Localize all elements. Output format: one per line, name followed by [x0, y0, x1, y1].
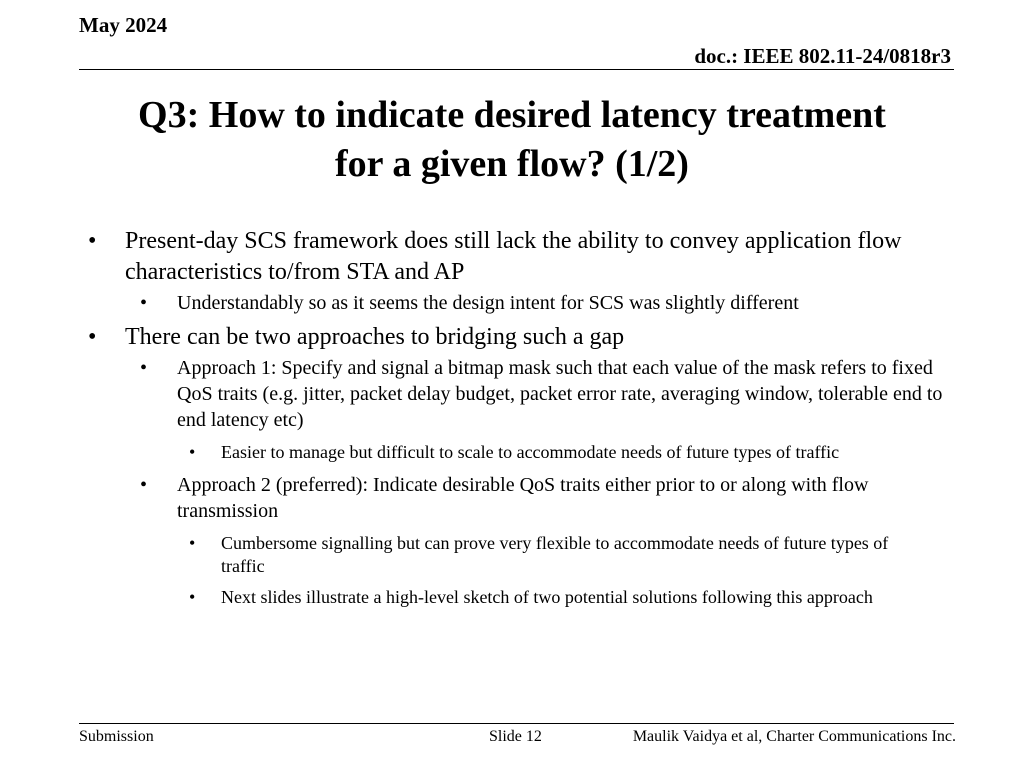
bullet-icon: • — [140, 292, 148, 314]
bullet-2-1-text: Approach 1: Specify and signal a bitmap mask such that each value of the mask refers to fixed QoS traits (e.g. jitter, packet delay budget, packet error rate, averaging window, tolerable end to end latency etc) — [177, 357, 943, 431]
bullet-2-1-1-text: Easier to manage but difficult to scale to accommodate needs of future types of traffic — [221, 442, 840, 462]
bullet-icon: • — [189, 533, 196, 553]
footer-slide-number: Slide 12 — [489, 728, 542, 745]
header-doc-number: doc.: IEEE 802.11-24/0818r3 — [694, 44, 951, 68]
bullet-1 — [0, 226, 1024, 288]
bullet-icon: • — [140, 357, 148, 379]
bullet-2-2-2-text: Next slides illustrate a high-level sketch of two potential solutions following this approach — [221, 587, 873, 607]
bullet-2-2-text: Approach 2 (preferred): Indicate desirable QoS traits either prior to or along with flow transmission — [177, 474, 869, 522]
bullet-icon: • — [189, 442, 196, 462]
slide-title — [60, 91, 964, 189]
bullet-2-2-1-text: Cumbersome signalling but can prove very flexible to accommodate needs of future types of traffic — [221, 533, 889, 576]
bullet-icon: • — [140, 474, 148, 496]
bullet-2-text: There can be two approaches to bridging such a gap — [125, 324, 625, 350]
footer-author: Maulik Vaidya et al, Charter Communications Inc. — [632, 728, 956, 745]
title-line-2: for a given flow? (1/2) — [335, 143, 689, 185]
header-divider — [79, 69, 954, 70]
bullet-1-1-text: Understandably so as it seems the design intent for SCS was slightly different — [177, 292, 799, 314]
bullet-2-1 — [0, 355, 1024, 433]
bullet-1-text: Present-day SCS framework does still lack the ability to convey application flow characteristics to/from STA and AP — [125, 228, 902, 285]
bullet-icon: • — [88, 324, 97, 350]
bullet-2-2-1 — [0, 532, 1024, 578]
footer-submission: Submission — [79, 728, 154, 745]
bullet-icon: • — [189, 587, 196, 607]
bullet-2-2-2 — [0, 586, 1024, 609]
footer-divider — [79, 723, 954, 724]
bullet-1-1 — [0, 290, 1024, 316]
bullet-icon: • — [88, 228, 97, 254]
header-date: May 2024 — [79, 13, 168, 37]
bullet-2-2 — [0, 472, 1024, 524]
bullet-2-1-1 — [0, 441, 1024, 464]
title-line-1: Q3: How to indicate desired latency treatment — [138, 94, 886, 136]
slide-body — [0, 226, 1024, 609]
bullet-2 — [0, 322, 1024, 353]
